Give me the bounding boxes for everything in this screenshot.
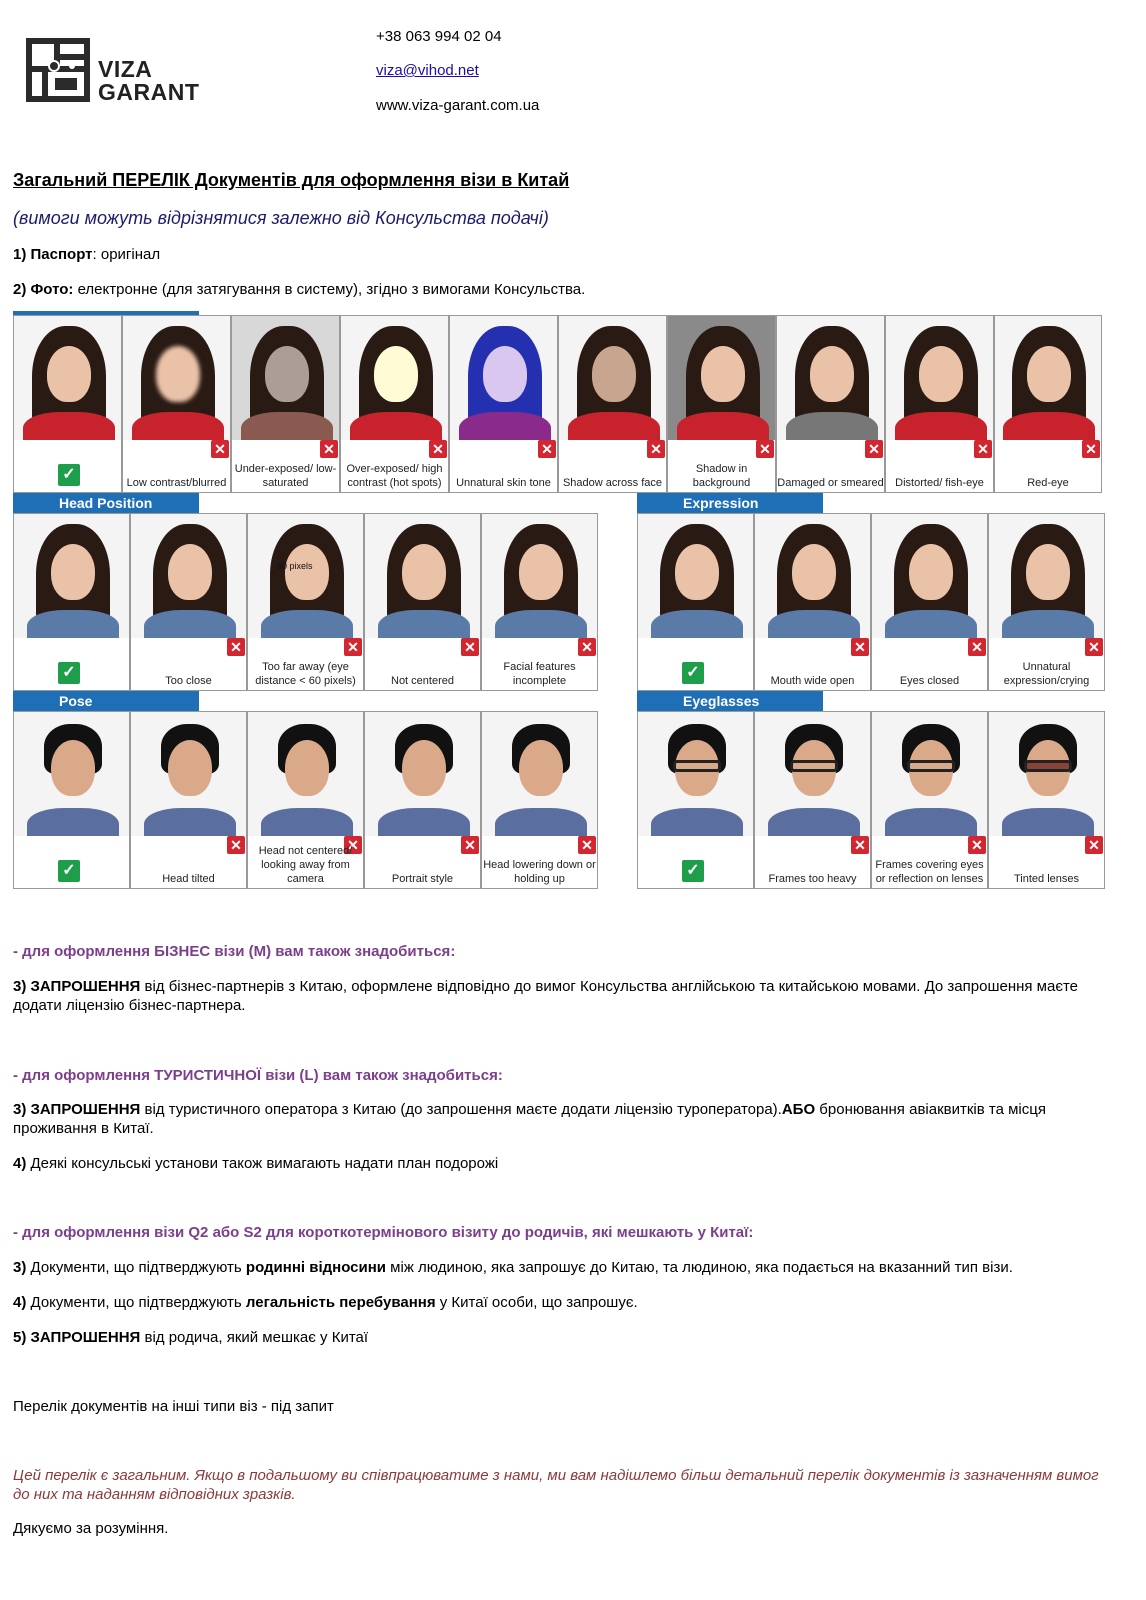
- photo-example: [558, 315, 667, 493]
- photo-caption: Facial features incomplete: [503, 661, 576, 687]
- face-shape: [265, 346, 309, 402]
- portrait-image: [482, 514, 597, 638]
- photo-caption: Too close: [165, 675, 212, 687]
- photo-caption: Over-exposed/ high contrast (hot spots): [346, 463, 443, 489]
- cross-icon: ✕: [227, 836, 245, 854]
- portrait-image: [131, 712, 246, 836]
- cross-icon: ✕: [461, 836, 479, 854]
- photo-example: [13, 315, 122, 493]
- general-list-note: Цей перелік є загальним. Якщо в подальшому ви співпрацюватиме з нами, ми вам надішлемо більш детальний перелік документів із зазначенням вимог до них та наданням відповідних зразків.: [13, 1467, 1099, 1503]
- family-item-5: 5) ЗАПРОШЕННЯ від родича, який мешкає у Китаї: [13, 1329, 369, 1346]
- portrait-image: [755, 514, 870, 638]
- portrait-image: [995, 316, 1101, 440]
- photo-caption: Shadow in background: [692, 463, 751, 489]
- shoulders-shape: [144, 808, 236, 836]
- face-shape: [51, 544, 95, 600]
- checkmark-icon: ✓: [682, 662, 704, 684]
- portrait-image: [123, 316, 230, 440]
- photo-example: [885, 315, 994, 493]
- face-shape: [592, 346, 636, 402]
- photo-example: [754, 711, 871, 889]
- shoulders-shape: [568, 412, 660, 440]
- cross-icon: ✕: [429, 440, 447, 458]
- section-band: Expression: [637, 493, 823, 513]
- item-passport: 1) Паспорт: оригінал: [13, 246, 161, 263]
- photo-example: [637, 513, 754, 691]
- shoulders-shape: [495, 808, 587, 836]
- portrait-image: [365, 514, 480, 638]
- family-item-4: 4) Документи, що підтверджують легальність перебування у Китаї особи, що запрошує.: [13, 1294, 638, 1311]
- photo-caption: Head lowering down or holding up: [483, 859, 596, 885]
- page-subtitle: (вимоги можуть відрізнятися залежно від Консульства подачі): [13, 208, 549, 228]
- cross-icon: ✕: [968, 836, 986, 854]
- shoulders-shape: [132, 412, 224, 440]
- cross-icon: ✕: [1085, 638, 1103, 656]
- photo-caption: Too far away (eye distance < 60 pixels): [255, 661, 356, 687]
- shoulders-shape: [1002, 808, 1094, 836]
- face-shape: [168, 544, 212, 600]
- photo-caption: Shadow across face: [562, 477, 663, 489]
- photo-example: [988, 711, 1105, 889]
- photo-example: [364, 513, 481, 691]
- tourist-heading: - для оформлення ТУРИСТИЧНОЇ візи (L) вам також знадобиться:: [13, 1067, 503, 1084]
- cross-icon: ✕: [1085, 836, 1103, 854]
- photo-example: [994, 315, 1102, 493]
- photo-example: [13, 711, 130, 889]
- cross-icon: ✕: [647, 440, 665, 458]
- portrait-image: [365, 712, 480, 836]
- cross-icon: ✕: [538, 440, 556, 458]
- photo-caption: Distorted/ fish-eye: [895, 477, 984, 489]
- thanks-text: Дякуємо за розуміння.: [13, 1520, 169, 1537]
- face-shape: [919, 346, 963, 402]
- photo-example: [871, 711, 988, 889]
- phone: +38 063 994 02 04: [376, 28, 502, 45]
- portrait-image: [755, 712, 870, 836]
- company-logo: [26, 38, 206, 104]
- shoulders-shape: [895, 412, 987, 440]
- portrait-image: [886, 316, 993, 440]
- face-shape: [519, 740, 563, 796]
- email-link[interactable]: viza@vihod.net: [376, 62, 479, 79]
- photo-requirements-panel: [13, 313, 1103, 893]
- portrait-image: [14, 316, 121, 440]
- face-shape: [285, 544, 329, 600]
- eyeglasses-shape: [907, 760, 955, 772]
- photo-caption: Not centered: [391, 675, 454, 687]
- shoulders-shape: [23, 412, 115, 440]
- portrait-image: [989, 514, 1104, 638]
- portrait-image: [450, 316, 557, 440]
- shoulders-shape: [378, 808, 470, 836]
- face-shape: [156, 346, 200, 402]
- photo-example: [122, 315, 231, 493]
- portrait-image: [482, 712, 597, 836]
- portrait-image: [232, 316, 339, 440]
- shoulders-shape: [885, 610, 977, 638]
- photo-example: [247, 513, 364, 691]
- face-shape: [1027, 346, 1071, 402]
- eyeglasses-shape: [673, 760, 721, 772]
- shoulders-shape: [651, 610, 743, 638]
- tourist-item-3: 3) ЗАПРОШЕННЯ від туристичного оператора з Китаю (до запрошення маєте додати ліцензію туроператора).АБО бронювання авіаквитків та місця проживання в Китаї.: [13, 1101, 1046, 1137]
- photo-caption: Unnatural expression/crying: [1003, 661, 1090, 687]
- pixels-annotation: 60 pixels: [277, 561, 313, 571]
- photo-example: [871, 513, 988, 691]
- photo-example: [130, 711, 247, 889]
- cross-icon: ✕: [344, 836, 362, 854]
- portrait-image: [14, 514, 129, 638]
- cross-icon: ✕: [461, 638, 479, 656]
- photo-caption: Frames too heavy: [768, 873, 857, 885]
- face-shape: [285, 740, 329, 796]
- face-shape: [483, 346, 527, 402]
- photo-caption: Mouth wide open: [770, 675, 855, 687]
- shoulders-shape: [261, 808, 353, 836]
- photo-example: [481, 513, 598, 691]
- photo-example: [340, 315, 449, 493]
- section-band: Pose: [13, 691, 199, 711]
- photo-caption: Red-eye: [1027, 477, 1069, 489]
- photo-example: [637, 711, 754, 889]
- cross-icon: ✕: [578, 638, 596, 656]
- face-shape: [810, 346, 854, 402]
- portrait-image: [248, 514, 363, 638]
- face-shape: [168, 740, 212, 796]
- face-shape: [47, 346, 91, 402]
- photo-caption: Unnatural skin tone: [456, 477, 551, 489]
- face-shape: [402, 740, 446, 796]
- shoulders-shape: [27, 610, 119, 638]
- photo-example: [481, 711, 598, 889]
- cross-icon: ✕: [344, 638, 362, 656]
- family-heading: - для оформлення візи Q2 або S2 для короткотермінового візиту до родичів, які мешкають у Китаї:: [13, 1224, 754, 1241]
- business-heading: - для оформлення БІЗНЕС візи (М) вам також знадобиться:: [13, 943, 456, 960]
- cross-icon: ✕: [968, 638, 986, 656]
- checkmark-icon: ✓: [58, 662, 80, 684]
- photo-caption: Frames covering eyes or reflection on lenses: [875, 859, 984, 885]
- shoulders-shape: [27, 808, 119, 836]
- photo-example: [231, 315, 340, 493]
- photo-example: [754, 513, 871, 691]
- photo-example: [988, 513, 1105, 691]
- photo-example: [130, 513, 247, 691]
- shoulders-shape: [677, 412, 769, 440]
- eyeglasses-shape: [790, 760, 838, 772]
- portrait-image: [872, 514, 987, 638]
- photo-example: [449, 315, 558, 493]
- photo-caption: Tinted lenses: [1013, 873, 1080, 885]
- face-shape: [1026, 544, 1070, 600]
- photo-example: [364, 711, 481, 889]
- shoulders-shape: [350, 412, 442, 440]
- photo-caption: Damaged or smeared: [777, 477, 884, 489]
- shoulders-shape: [241, 412, 333, 440]
- logo-text-line2: GARANT: [98, 79, 200, 105]
- shoulders-shape: [459, 412, 551, 440]
- logo-text: [98, 58, 199, 104]
- photo-caption: Under-exposed/ low-saturated: [234, 463, 337, 489]
- checkmark-icon: ✓: [58, 464, 80, 486]
- portrait-image: [14, 712, 129, 836]
- logo-mark-icon: [26, 38, 90, 102]
- business-item-3: 3) ЗАПРОШЕННЯ від бізнес-партнерів з Китаю, оформлене відповідно до вимог Консульства англійською та китайською мовами. До запрошення маєте додати ліцензію бізнес-партнера.: [13, 978, 1079, 1014]
- family-item-3: 3) Документи, що підтверджують родинні відносини між людиною, яка запрошує до Китаю, та людиною, яка подається на вказанний тип візи.: [13, 1259, 1013, 1276]
- face-shape: [519, 544, 563, 600]
- logo-text-line1: VIZA: [98, 56, 153, 82]
- shoulders-shape: [378, 610, 470, 638]
- other-visas-note: Перелік документів на інші типи віз - під запит: [13, 1398, 334, 1415]
- cross-icon: ✕: [320, 440, 338, 458]
- photo-example: [667, 315, 776, 493]
- face-shape: [402, 544, 446, 600]
- shoulders-shape: [651, 808, 743, 836]
- face-shape: [374, 346, 418, 402]
- shoulders-shape: [1003, 412, 1095, 440]
- cross-icon: ✕: [851, 638, 869, 656]
- portrait-image: [872, 712, 987, 836]
- photo-example: [776, 315, 885, 493]
- portrait-image: [131, 514, 246, 638]
- shoulders-shape: [768, 808, 860, 836]
- face-shape: [51, 740, 95, 796]
- photo-caption: Head tilted: [162, 873, 215, 885]
- checkmark-icon: ✓: [682, 860, 704, 882]
- cross-icon: ✕: [851, 836, 869, 854]
- section-band: Head Position: [13, 493, 199, 513]
- portrait-image: [248, 712, 363, 836]
- photo-caption: Head not centered/ looking away from camera: [258, 845, 353, 885]
- cross-icon: ✕: [1082, 440, 1100, 458]
- website: www.viza-garant.com.ua: [376, 97, 540, 114]
- item-photo: 2) Фото: електронне (для затягування в систему), згідно з вимогами Консульства.: [13, 281, 586, 298]
- shoulders-shape: [786, 412, 878, 440]
- cross-icon: ✕: [865, 440, 883, 458]
- shoulders-shape: [261, 610, 353, 638]
- portrait-image: [638, 514, 753, 638]
- shoulders-shape: [1002, 610, 1094, 638]
- checkmark-icon: ✓: [58, 860, 80, 882]
- portrait-image: [341, 316, 448, 440]
- shoulders-shape: [144, 610, 236, 638]
- face-shape: [675, 544, 719, 600]
- portrait-image: [989, 712, 1104, 836]
- cross-icon: ✕: [227, 638, 245, 656]
- photo-caption: Eyes closed: [899, 675, 960, 687]
- face-shape: [701, 346, 745, 402]
- cross-icon: ✕: [578, 836, 596, 854]
- portrait-image: [777, 316, 884, 440]
- cross-icon: ✕: [756, 440, 774, 458]
- portrait-image: [559, 316, 666, 440]
- shoulders-shape: [885, 808, 977, 836]
- page-title: Загальний ПЕРЕЛІК Документів для оформлення візи в Китай: [13, 170, 570, 190]
- face-shape: [792, 544, 836, 600]
- portrait-image: [668, 316, 775, 440]
- cross-icon: ✕: [974, 440, 992, 458]
- tourist-item-4: 4) Деякі консульські установи також вимагають надати план подорожі: [13, 1155, 499, 1172]
- portrait-image: [638, 712, 753, 836]
- photo-caption: Portrait style: [391, 873, 454, 885]
- photo-caption: Low contrast/blurred: [126, 477, 227, 489]
- eyeglasses-shape: [1024, 760, 1072, 772]
- shoulders-shape: [495, 610, 587, 638]
- face-shape: [909, 544, 953, 600]
- section-band: Eyeglasses: [637, 691, 823, 711]
- cross-icon: ✕: [211, 440, 229, 458]
- shoulders-shape: [768, 610, 860, 638]
- photo-example: [13, 513, 130, 691]
- photo-example: [247, 711, 364, 889]
